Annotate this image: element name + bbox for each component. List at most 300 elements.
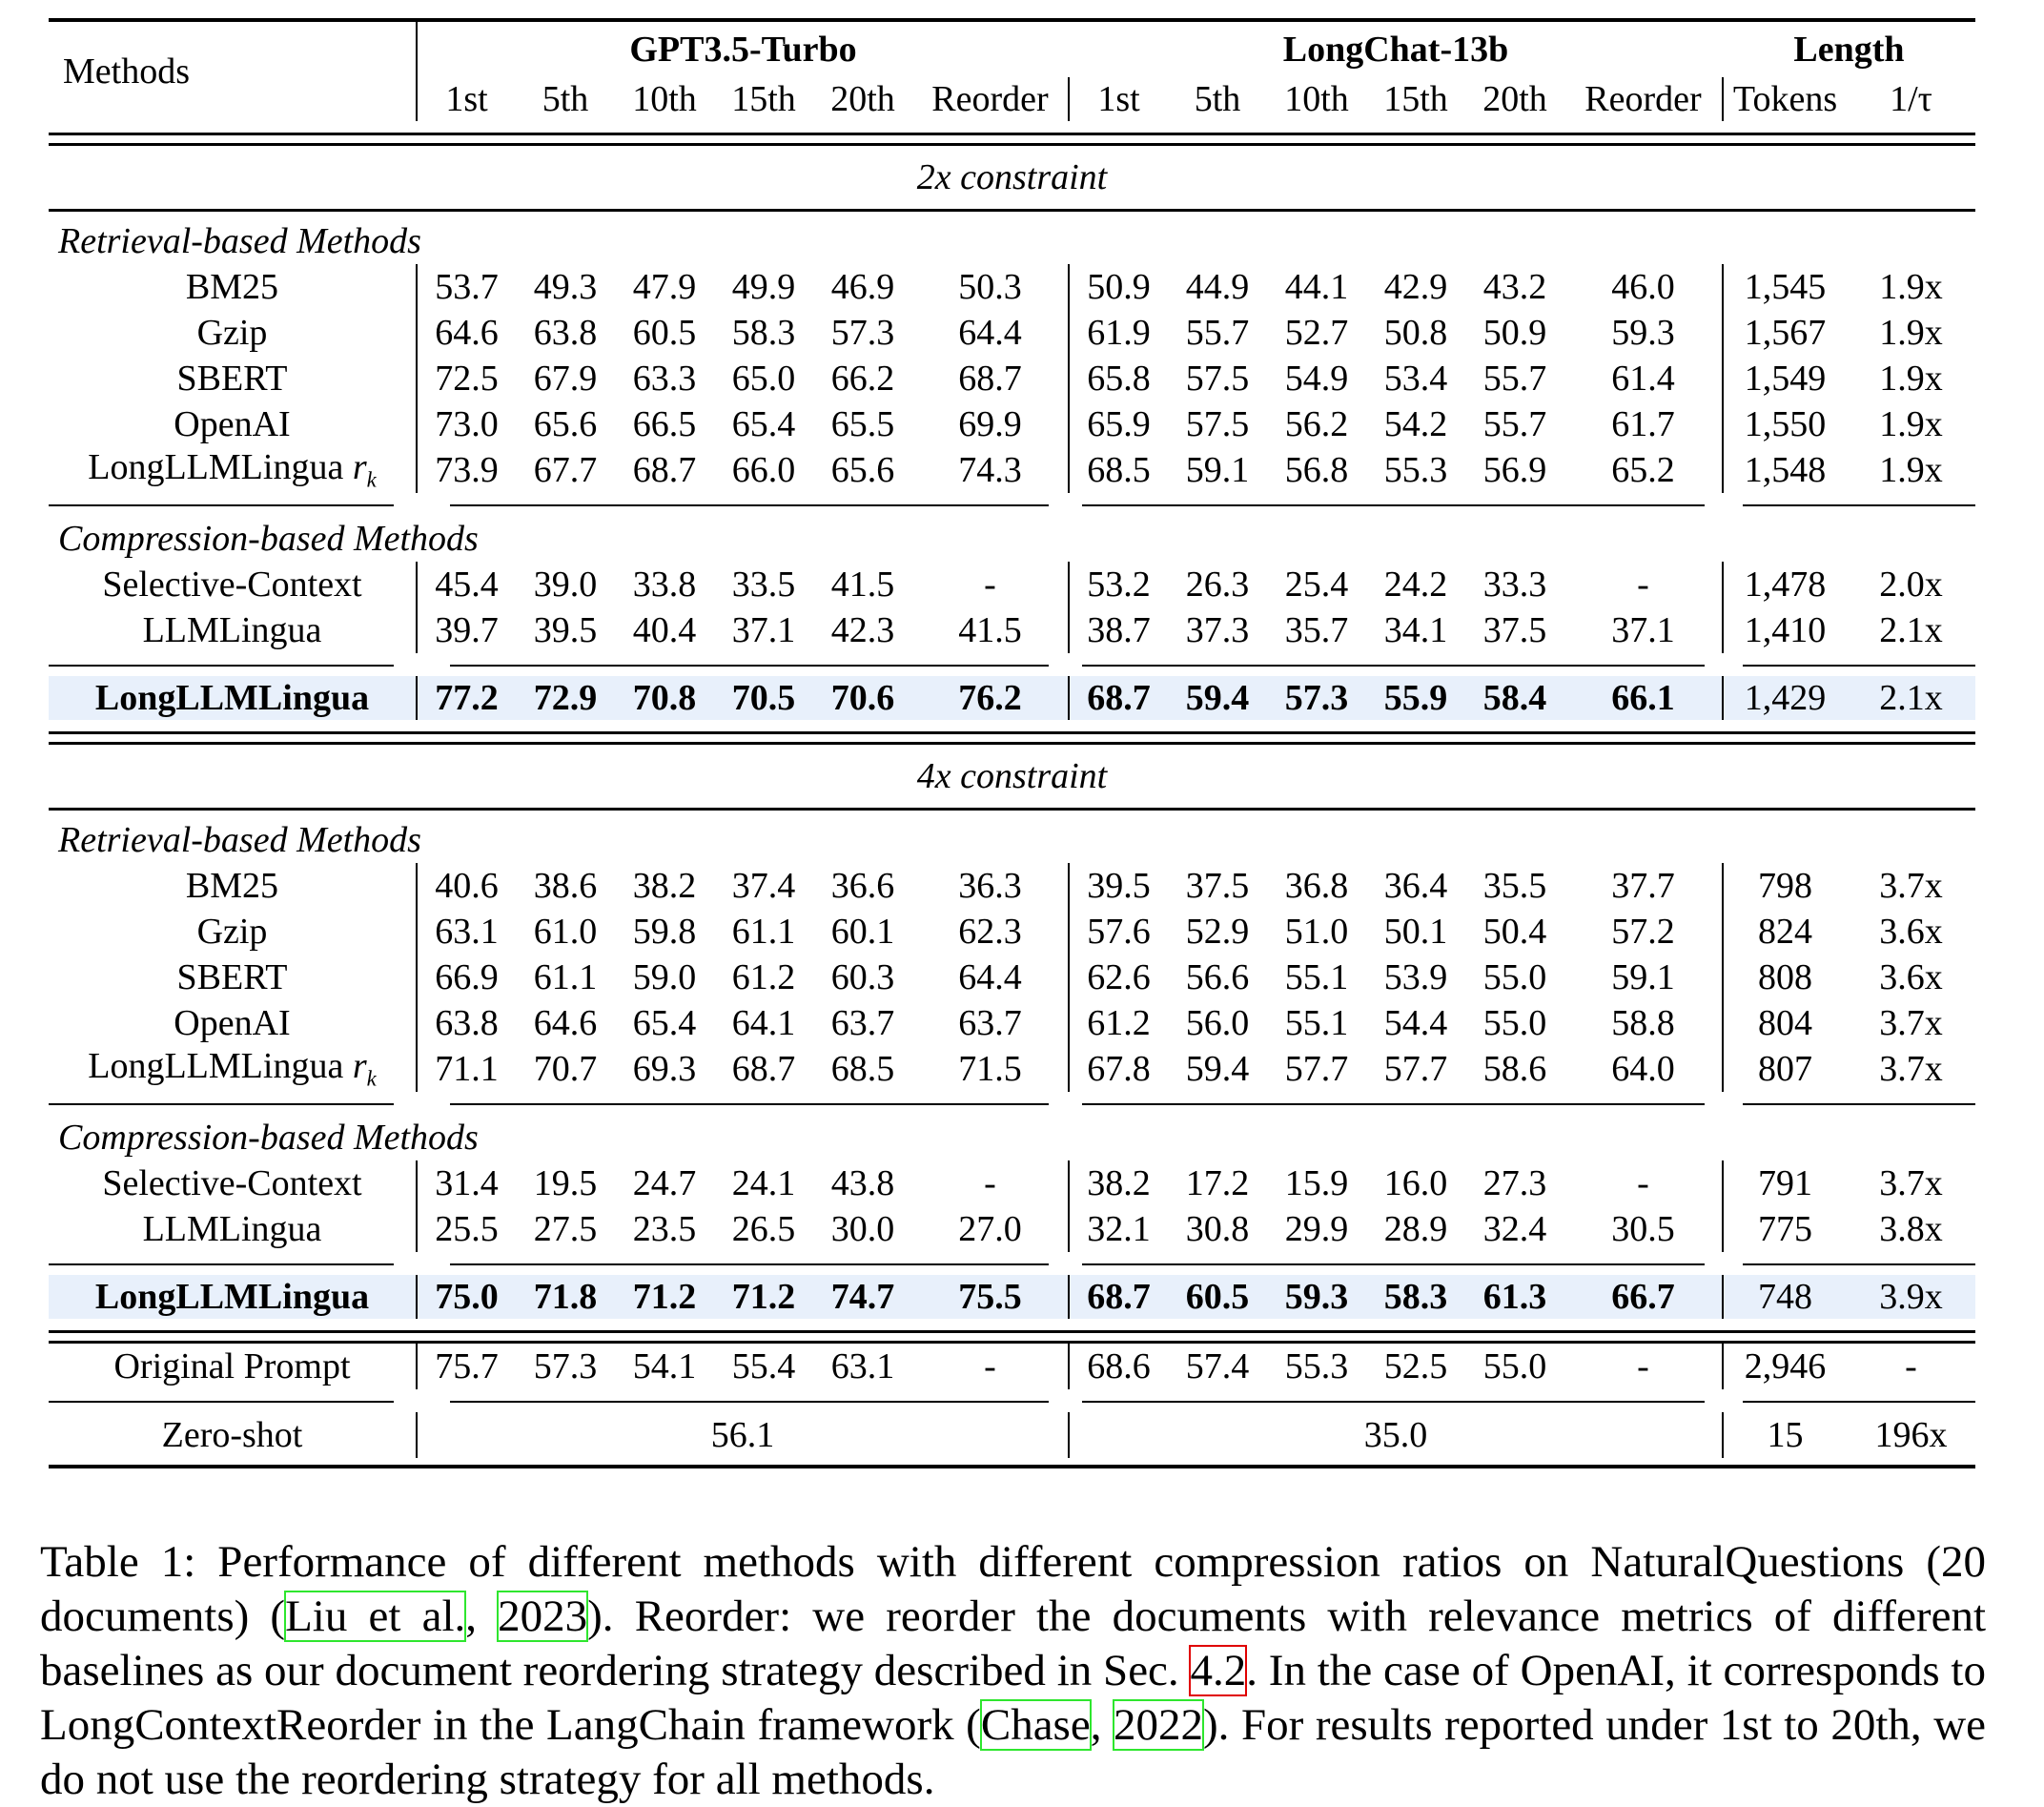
gpt-score: 69.9 <box>958 404 1022 444</box>
longchat-score: 57.7 <box>1284 1049 1349 1089</box>
longchat-score: 26.3 <box>1185 565 1250 605</box>
rule-segment <box>450 665 1049 667</box>
cmidrule <box>49 653 1975 676</box>
longchat-score: 67.8 <box>1069 1046 1168 1092</box>
gpt-score: 41.5 <box>830 565 895 605</box>
citation-link-chase[interactable]: Chase <box>980 1700 1091 1750</box>
longchat-score: 65.2 <box>1611 450 1675 490</box>
cmidrule <box>49 1252 1975 1275</box>
ratio-value: 2.1x <box>1879 610 1943 650</box>
longchat-score: 53.2 <box>1069 562 1168 607</box>
table-row <box>49 264 1975 310</box>
longchat-score: 56.2 <box>1284 404 1349 444</box>
gpt-score: 64.6 <box>417 310 516 356</box>
longchat-score: 58.3 <box>1366 1275 1465 1319</box>
gpt-score: 38.6 <box>533 866 598 906</box>
gpt-score: 26.5 <box>731 1209 796 1249</box>
table-row <box>49 447 1975 493</box>
rule-segment <box>1082 1103 1705 1105</box>
gpt-score: 53.7 <box>417 264 516 310</box>
header-gpt-col: Reorder <box>931 79 1049 119</box>
method-name <box>49 1344 417 1389</box>
gpt-score: 23.5 <box>632 1209 697 1249</box>
ratio-value: 3.7x <box>1879 1003 1943 1043</box>
spacer <box>49 811 1975 817</box>
header-longchat-col: 1st <box>1069 77 1168 121</box>
gpt-score: 49.9 <box>731 267 796 307</box>
table-row <box>49 1344 1975 1389</box>
gpt-score: 38.2 <box>632 866 697 906</box>
method-label: Original Prompt <box>113 1346 351 1386</box>
caption-text: ). For results reported under 1st to 20th, we do not use the reordering strategy for all methods. <box>40 1700 1987 1804</box>
method-label: SBERT <box>176 957 288 997</box>
longchat-score: 55.3 <box>1284 1346 1349 1386</box>
longchat-score: 37.5 <box>1185 866 1250 906</box>
gpt-score: 37.1 <box>731 610 796 650</box>
gpt-score: 61.1 <box>731 912 796 952</box>
gpt-score: 70.6 <box>813 676 912 720</box>
method-label: Zero-shot <box>161 1415 303 1455</box>
gpt-score: 64.1 <box>731 1003 796 1043</box>
rule-segment <box>450 504 1049 506</box>
gpt-score: 58.3 <box>731 313 796 353</box>
longchat-score: 39.5 <box>1069 863 1168 909</box>
header-longchat-col: 20th <box>1482 79 1547 119</box>
gpt-score: 66.2 <box>830 359 895 399</box>
longchat-score: 51.0 <box>1284 912 1349 952</box>
ratio-value: 3.7x <box>1879 1049 1943 1089</box>
method-name <box>49 447 417 493</box>
longchat-score: 65.9 <box>1069 401 1168 447</box>
ratio-value: 3.8x <box>1879 1209 1943 1249</box>
gpt-score: - <box>984 565 996 605</box>
gpt-score: 66.5 <box>632 404 697 444</box>
gpt-score: 74.7 <box>813 1275 912 1319</box>
longchat-score: 36.4 <box>1383 866 1448 906</box>
longchat-score: 55.0 <box>1482 1346 1547 1386</box>
method-label: LongLLMLingua <box>94 678 370 718</box>
gpt-score: 60.3 <box>830 957 895 997</box>
longchat-score: 32.1 <box>1069 1206 1168 1252</box>
header-gpt-col: 10th <box>632 79 697 119</box>
gpt-score: 36.3 <box>958 866 1022 906</box>
header-tokens: Tokens <box>1723 77 1847 121</box>
header-ratio: 1/τ <box>1890 79 1932 119</box>
gpt-score: 39.5 <box>533 610 598 650</box>
gpt-score: 60.5 <box>632 313 697 353</box>
method-name <box>49 401 417 447</box>
ratio-value: 1.9x <box>1879 267 1943 307</box>
constraint-row <box>49 146 1975 209</box>
gpt-score: 63.7 <box>830 1003 895 1043</box>
cmidrule <box>49 1389 1975 1412</box>
longchat-score: 25.4 <box>1284 565 1349 605</box>
gpt-score: 59.8 <box>632 912 697 952</box>
longchat-score: 55.1 <box>1284 1003 1349 1043</box>
longchat-score: 57.5 <box>1185 404 1250 444</box>
spacer <box>49 121 1975 133</box>
longchat-score: 50.4 <box>1482 912 1547 952</box>
longchat-score: 61.3 <box>1465 1275 1564 1319</box>
longchat-score: 60.5 <box>1168 1275 1267 1319</box>
header-methods: Methods <box>49 22 417 121</box>
method-name <box>49 356 417 401</box>
gpt-score: 31.4 <box>417 1160 516 1206</box>
table-caption <box>40 1535 1986 1807</box>
gpt-score: 71.2 <box>714 1275 813 1319</box>
rule-segment <box>1082 1401 1705 1403</box>
table-row <box>49 401 1975 447</box>
header-length: Length <box>1793 30 1905 70</box>
longchat-score: 53.4 <box>1383 359 1448 399</box>
longchat-score: 16.0 <box>1383 1163 1448 1203</box>
tokens-value: 1,410 <box>1723 607 1847 653</box>
method-name <box>49 264 417 310</box>
longchat-score: 59.1 <box>1611 957 1675 997</box>
header-longchat-col: 15th <box>1383 79 1448 119</box>
gpt-score: 24.1 <box>731 1163 796 1203</box>
tokens-value: 1,548 <box>1723 447 1847 493</box>
ratio-value: 3.6x <box>1879 957 1943 997</box>
table-row <box>49 310 1975 356</box>
longchat-score: 24.2 <box>1383 565 1448 605</box>
gpt-score: 33.5 <box>731 565 796 605</box>
table-row <box>49 607 1975 653</box>
method-name <box>49 909 417 955</box>
gpt-score: 73.9 <box>417 447 516 493</box>
longchat-score: 29.9 <box>1284 1209 1349 1249</box>
method-label: LongLLMLingua <box>88 446 344 487</box>
gpt-score: 61.0 <box>533 912 598 952</box>
longchat-score: 30.8 <box>1185 1209 1250 1249</box>
gpt-score: 57.3 <box>533 1346 598 1386</box>
gpt-score: 37.4 <box>731 866 796 906</box>
longchat-score: 54.4 <box>1383 1003 1448 1043</box>
tokens-value: 2,946 <box>1723 1344 1847 1389</box>
longchat-score: 37.5 <box>1482 610 1547 650</box>
rule-segment <box>1082 665 1705 667</box>
gpt-score: 75.0 <box>417 1275 516 1319</box>
table-row <box>49 955 1975 1000</box>
gpt-score: 62.3 <box>958 912 1022 952</box>
longchat-score: 15.9 <box>1284 1163 1349 1203</box>
longchat-score: 61.9 <box>1069 310 1168 356</box>
longchat-score: 55.7 <box>1185 313 1250 353</box>
gpt-score: - <box>984 1163 996 1203</box>
tokens-value: 808 <box>1723 955 1847 1000</box>
header-gpt-col: 15th <box>731 79 796 119</box>
compression-section-label <box>49 1115 1975 1160</box>
gpt-score: 75.7 <box>417 1344 516 1389</box>
longchat-score: 54.9 <box>1284 359 1349 399</box>
caption-sep: , <box>465 1591 499 1641</box>
gpt-score: 33.8 <box>632 565 697 605</box>
longchat-score: 35.0 <box>1069 1412 1723 1458</box>
longchat-score: 64.0 <box>1611 1049 1675 1089</box>
gpt-score: 71.1 <box>417 1046 516 1092</box>
bottom-rule <box>49 1465 1975 1468</box>
method-subscript: k <box>366 467 377 492</box>
longchat-score: 57.3 <box>1267 676 1366 720</box>
longchat-score: 58.4 <box>1465 676 1564 720</box>
longchat-score: 37.7 <box>1611 866 1675 906</box>
spacer <box>49 135 1975 143</box>
header-row-groups <box>49 22 1975 77</box>
gpt-score: 64.4 <box>958 957 1022 997</box>
tokens-value: 1,567 <box>1723 310 1847 356</box>
gpt-score: 67.9 <box>533 359 598 399</box>
method-variable: r <box>352 1045 367 1086</box>
longchat-score: 30.5 <box>1611 1209 1675 1249</box>
gpt-score: 63.1 <box>830 1346 895 1386</box>
longchat-score: 38.7 <box>1069 607 1168 653</box>
longchat-score: 37.1 <box>1611 610 1675 650</box>
method-label: SBERT <box>176 359 288 399</box>
citation-link-liu[interactable]: Liu et al. <box>285 1591 466 1641</box>
gpt-score: 64.6 <box>533 1003 598 1043</box>
longchat-score: 44.9 <box>1185 267 1250 307</box>
header-gpt-col: 20th <box>830 79 895 119</box>
method-label: OpenAI <box>174 1003 291 1043</box>
longchat-score: 55.7 <box>1482 359 1547 399</box>
gpt-score: 65.6 <box>533 404 598 444</box>
gpt-score: 49.3 <box>533 267 598 307</box>
ratio-value: 1.9x <box>1879 450 1943 490</box>
method-name <box>49 1000 417 1046</box>
rule-segment <box>1743 665 1975 667</box>
longchat-score: 32.4 <box>1482 1209 1547 1249</box>
longchat-score: 59.1 <box>1185 450 1250 490</box>
longchat-score: 56.8 <box>1284 450 1349 490</box>
ratio-value: 1.9x <box>1879 313 1943 353</box>
longchat-score: 58.6 <box>1482 1049 1547 1089</box>
gpt-score: 55.4 <box>731 1346 796 1386</box>
longchat-score: 59.3 <box>1611 313 1675 353</box>
constraint-label: 4x constraint <box>916 756 1108 796</box>
citation-year-link-2022[interactable]: 2022 <box>1114 1700 1204 1750</box>
method-subscript: k <box>366 1066 377 1091</box>
method-label: LLMLingua <box>142 1209 322 1249</box>
caption-text: . In the case of OpenAI, it corresponds to LongContextReorder in the LangChain framework ( <box>40 1646 1986 1750</box>
method-name <box>49 1160 417 1206</box>
rule-segment <box>1743 1263 1975 1265</box>
longchat-score: 56.0 <box>1185 1003 1250 1043</box>
tokens-value: 1,478 <box>1723 562 1847 607</box>
gpt-score: 40.6 <box>417 863 516 909</box>
longchat-score: 59.4 <box>1168 676 1267 720</box>
table-row <box>49 676 1975 720</box>
longchat-score: 62.6 <box>1069 955 1168 1000</box>
table-row <box>49 1275 1975 1319</box>
gpt-score: 39.7 <box>417 607 516 653</box>
tokens-value: 775 <box>1723 1206 1847 1252</box>
gpt-score: 61.2 <box>731 957 796 997</box>
longchat-score: 28.9 <box>1383 1209 1448 1249</box>
method-label: Gzip <box>196 912 268 952</box>
gpt-score: 70.8 <box>615 676 714 720</box>
ratio-value: 2.0x <box>1879 565 1943 605</box>
spacer <box>49 212 1975 218</box>
table-row <box>49 356 1975 401</box>
gpt-score: 30.0 <box>830 1209 895 1249</box>
header-longchat-col: Reorder <box>1584 79 1702 119</box>
compression-section-label <box>49 516 1975 562</box>
longchat-score: 36.8 <box>1284 866 1349 906</box>
gpt-score: 66.9 <box>417 955 516 1000</box>
header-gpt-col: 1st <box>445 79 488 119</box>
gpt-score: 63.7 <box>958 1003 1022 1043</box>
ratio-value: 1.9x <box>1879 359 1943 399</box>
gpt-score: 39.0 <box>533 565 598 605</box>
rule-segment <box>1082 504 1705 506</box>
longchat-score: 53.9 <box>1383 957 1448 997</box>
citation-year-link-2023[interactable]: 2023 <box>498 1591 588 1641</box>
rule-segment <box>1743 1401 1975 1403</box>
gpt-score: 41.5 <box>958 610 1022 650</box>
gpt-score: 63.8 <box>533 313 598 353</box>
header-longchat-col: 10th <box>1284 79 1349 119</box>
tokens-value: 1,545 <box>1723 264 1847 310</box>
longchat-score: 50.8 <box>1383 313 1448 353</box>
longchat-score: 34.1 <box>1383 610 1448 650</box>
gpt-score: 73.0 <box>417 401 516 447</box>
table-row <box>49 1000 1975 1046</box>
method-label: Selective-Context <box>102 565 362 605</box>
gpt-score: 74.3 <box>958 450 1022 490</box>
gpt-score: 71.5 <box>958 1049 1022 1089</box>
longchat-score: 58.8 <box>1611 1003 1675 1043</box>
longchat-score: 52.9 <box>1185 912 1250 952</box>
longchat-score: 55.3 <box>1383 450 1448 490</box>
tokens-value: 798 <box>1723 863 1847 909</box>
rule-segment <box>1082 1263 1705 1265</box>
cmidrule <box>49 493 1975 516</box>
longchat-score: 61.2 <box>1069 1000 1168 1046</box>
longchat-score: 56.9 <box>1482 450 1547 490</box>
longchat-score: 61.4 <box>1611 359 1675 399</box>
longchat-score: 68.5 <box>1069 447 1168 493</box>
tokens-value: 1,549 <box>1723 356 1847 401</box>
method-name <box>49 1206 417 1252</box>
table-row <box>49 1412 1975 1458</box>
tokens-value: 791 <box>1723 1160 1847 1206</box>
method-label: LongLLMLingua <box>94 1277 370 1317</box>
ratio-value: 3.7x <box>1879 1163 1943 1203</box>
gpt-score: 19.5 <box>533 1163 598 1203</box>
retrieval-section-label-text: Retrieval-based Methods <box>58 820 421 860</box>
method-label: OpenAI <box>174 404 291 444</box>
gpt-score: 77.2 <box>417 676 516 720</box>
gpt-score: 65.6 <box>830 450 895 490</box>
rule-segment <box>49 504 394 506</box>
retrieval-section-label <box>49 817 1975 863</box>
gpt-score: 76.2 <box>912 676 1069 720</box>
ratio-value: 3.6x <box>1879 912 1943 952</box>
table-row <box>49 1206 1975 1252</box>
method-label: LLMLingua <box>142 610 322 650</box>
tokens-value: 1,429 <box>1723 676 1847 720</box>
longchat-score: 57.2 <box>1611 912 1675 952</box>
section-link-4-2[interactable]: 4.2 <box>1190 1646 1247 1695</box>
gpt-score: - <box>984 1346 996 1386</box>
gpt-score: 63.8 <box>417 1000 516 1046</box>
table-row <box>49 1046 1975 1092</box>
gpt-score: 43.8 <box>830 1163 895 1203</box>
header-gpt: GPT3.5-Turbo <box>629 30 857 70</box>
header-longchat-col: 5th <box>1194 79 1241 119</box>
method-name <box>49 310 417 356</box>
gpt-score: 42.3 <box>830 610 895 650</box>
gpt-score: 24.7 <box>632 1163 697 1203</box>
longchat-score: 55.0 <box>1482 957 1547 997</box>
gpt-score: 68.7 <box>632 450 697 490</box>
rule-segment <box>450 1103 1049 1105</box>
longchat-score: 68.7 <box>1069 1275 1168 1319</box>
spacer <box>49 720 1975 731</box>
longchat-score: 37.3 <box>1185 610 1250 650</box>
longchat-score: 52.5 <box>1383 1346 1448 1386</box>
method-label: Gzip <box>196 313 268 353</box>
retrieval-section-label <box>49 218 1975 264</box>
method-name <box>49 955 417 1000</box>
constraint-row <box>49 745 1975 808</box>
spacer <box>49 1319 1975 1330</box>
longchat-score: 55.1 <box>1284 957 1349 997</box>
gpt-score: 63.1 <box>417 909 516 955</box>
spacer <box>49 734 1975 742</box>
gpt-score: 75.5 <box>912 1275 1069 1319</box>
longchat-score: 42.9 <box>1383 267 1448 307</box>
longchat-score: 68.6 <box>1069 1344 1168 1389</box>
longchat-score: - <box>1637 1346 1649 1386</box>
method-label: LongLLMLingua <box>88 1045 344 1086</box>
cmidrule <box>49 1092 1975 1115</box>
method-name <box>49 1412 417 1458</box>
method-label: BM25 <box>185 866 279 906</box>
longchat-score: 57.4 <box>1185 1346 1250 1386</box>
tokens-value: 804 <box>1723 1000 1847 1046</box>
caption-text: ). Reorder: we reorder the documents with relevance metrics of different baselines as our document reordering strategy described in Sec. <box>40 1591 1987 1695</box>
gpt-score: 40.4 <box>632 610 697 650</box>
method-name <box>49 562 417 607</box>
gpt-score: 25.5 <box>417 1206 516 1252</box>
longchat-score: 57.5 <box>1185 359 1250 399</box>
gpt-score: 27.5 <box>533 1209 598 1249</box>
header-longchat: LongChat-13b <box>1282 30 1509 70</box>
gpt-score: 70.5 <box>714 676 813 720</box>
gpt-score: 70.7 <box>533 1049 598 1089</box>
rule-segment <box>1743 1103 1975 1105</box>
longchat-score: 66.7 <box>1564 1275 1723 1319</box>
caption-text: Table 1: Performance of different methods with different compression ratios on NaturalQuestions (20 documents) ( <box>40 1537 1986 1641</box>
longchat-score: 38.2 <box>1069 1160 1168 1206</box>
method-label: BM25 <box>185 267 279 307</box>
tokens-value: 824 <box>1723 909 1847 955</box>
gpt-score: 56.1 <box>417 1412 1069 1458</box>
longchat-score: 65.8 <box>1069 356 1168 401</box>
method-variable: r <box>352 446 367 487</box>
method-name <box>49 676 417 720</box>
longchat-score: 43.2 <box>1482 267 1547 307</box>
method-name <box>49 607 417 653</box>
retrieval-section-label-text: Retrieval-based Methods <box>58 221 421 261</box>
constraint-label: 2x constraint <box>916 157 1108 197</box>
gpt-score: 67.7 <box>533 450 598 490</box>
method-name <box>49 1275 417 1319</box>
table-row <box>49 1160 1975 1206</box>
gpt-score: 59.0 <box>632 957 697 997</box>
ratio-value: 196x <box>1874 1415 1948 1455</box>
